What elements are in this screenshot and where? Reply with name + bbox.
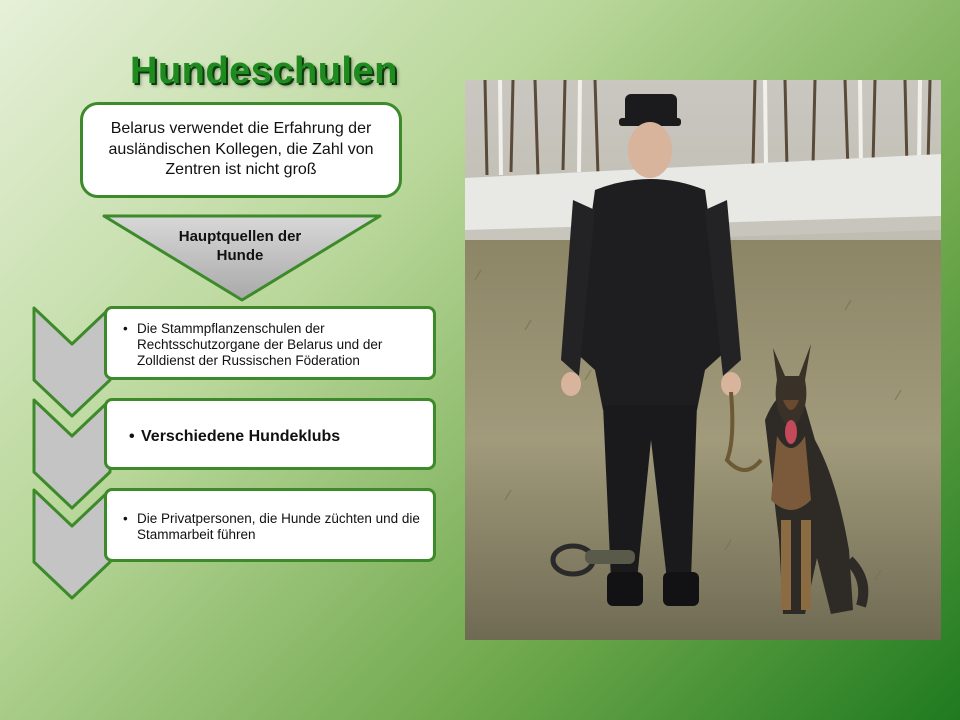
source-text-1: Die Stammpflanzenschulen der Rechtsschutzorgane der Belarus und der Zolldienst der Russischen Föderation xyxy=(137,321,383,369)
source-box-2 xyxy=(104,398,436,470)
photo-handler-with-dog xyxy=(465,80,941,640)
bullet-icon: • xyxy=(123,511,128,526)
funnel-label: Hauptquellen der Hunde xyxy=(178,228,302,264)
source-box-1 xyxy=(104,306,436,380)
bullet-icon: • xyxy=(129,428,135,445)
intro-box xyxy=(80,102,402,198)
slide-title: Hundeschulen xyxy=(130,50,398,92)
bullet-icon: • xyxy=(123,321,128,336)
intro-text: Belarus verwendet die Erfahrung der ausländischen Kollegen, die Zahl von Zentren ist nicht groß xyxy=(108,119,374,179)
source-text-2: Verschiedene Hundeklubs xyxy=(141,428,341,445)
source-box-3 xyxy=(104,488,436,562)
source-text-3: Die Privatpersonen, die Hunde züchten und die Stammarbeit führen xyxy=(137,511,420,543)
